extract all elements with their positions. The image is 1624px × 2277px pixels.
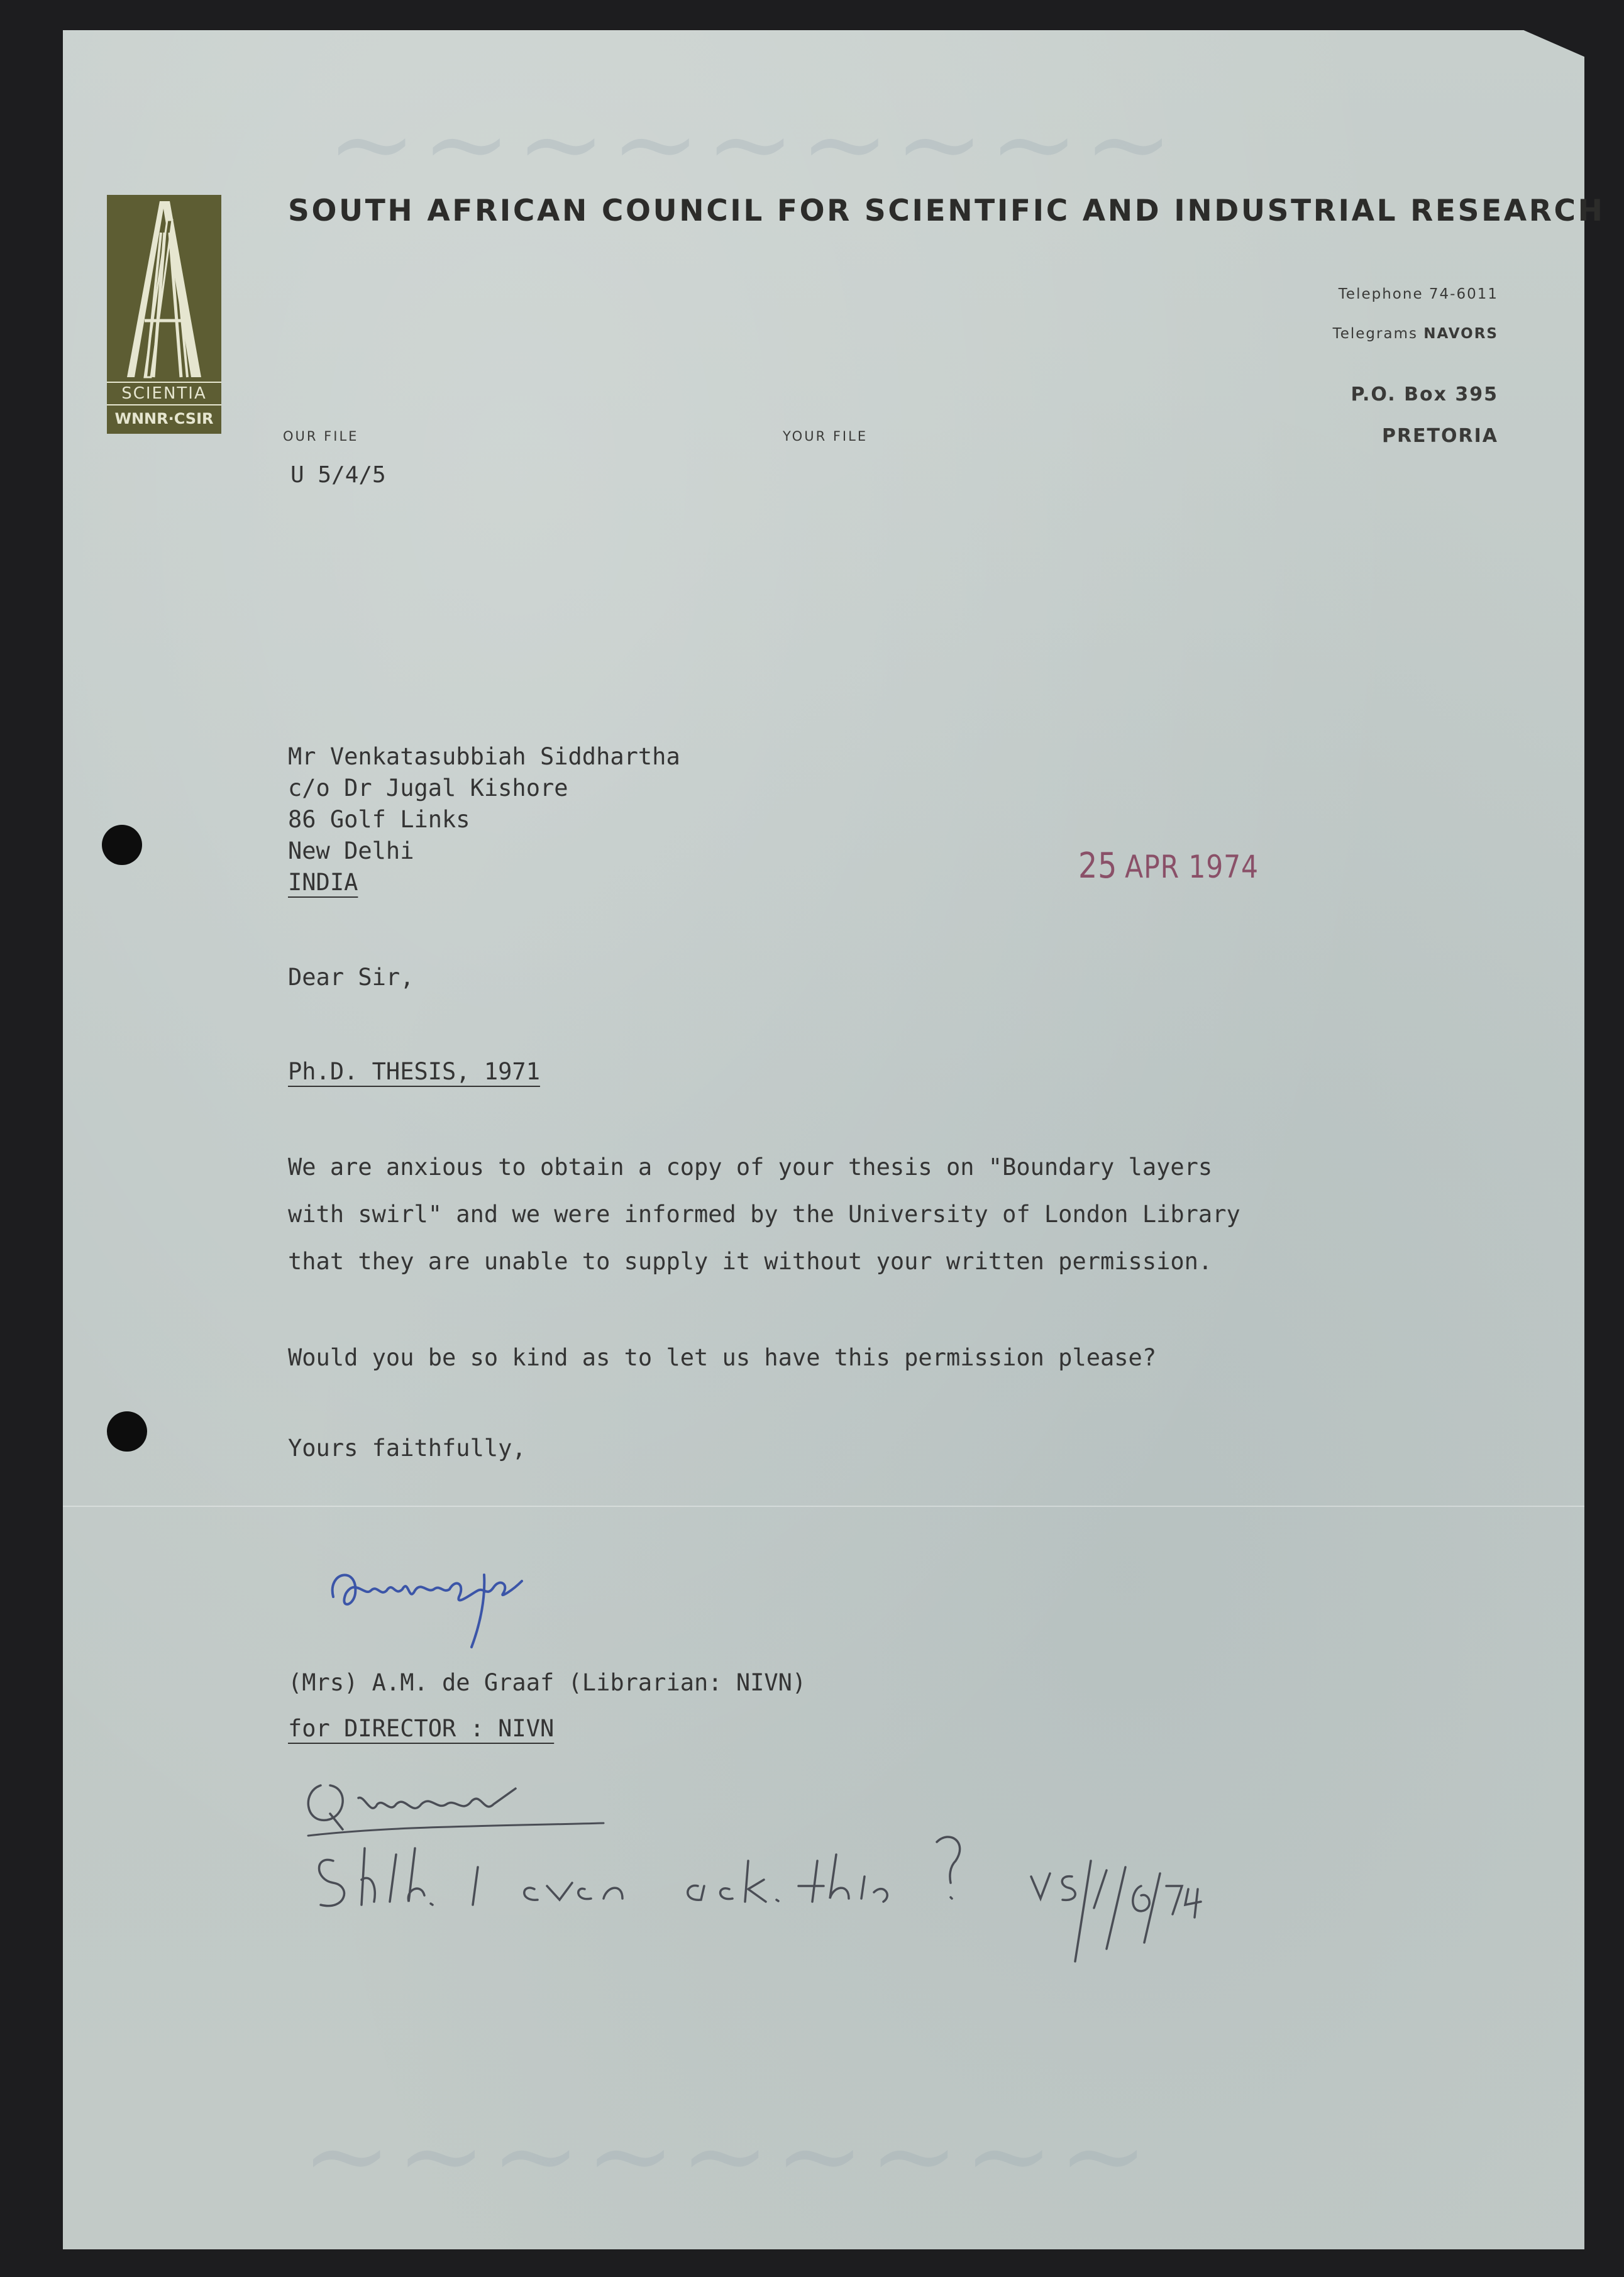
punch-hole-upper <box>102 825 142 865</box>
paragraph-2: Would you be so kind as to let us have this permission please? <box>288 1344 1157 1371</box>
signatory-name: (Mrs) A.M. de Graaf (Librarian: NIVN) <box>288 1669 807 1696</box>
recipient-line-2: c/o Dr Jugal Kishore <box>288 775 568 802</box>
handwritten-note <box>296 1760 1239 1987</box>
signatory-for: for DIRECTOR : NIVN <box>288 1715 555 1742</box>
telegrams-value: NAVORS <box>1423 326 1498 342</box>
organization-name: SOUTH AFRICAN COUNCIL FOR SCIENTIFIC AND INDUSTRIAL RESEARCH <box>288 194 1605 228</box>
our-file-label: OUR FILE <box>283 429 359 444</box>
subject-line: Ph.D. THESIS, 1971 <box>288 1058 540 1085</box>
bleed-through-text-top: ~~~~~~~~~ <box>327 82 1178 206</box>
paragraph-1-line-2: with swirl" and we were informed by the University of London Library <box>288 1201 1240 1228</box>
telegrams-label: Telegrams <box>1332 326 1424 342</box>
logo-abbreviation: WNNR·CSIR <box>114 410 214 427</box>
recipient-line-4: New Delhi <box>288 837 414 864</box>
fold-line <box>63 1506 1584 1507</box>
recipient-line-3: 86 Golf Links <box>288 806 470 833</box>
our-file-value: U 5/4/5 <box>290 462 386 488</box>
city: PRETORIA <box>1381 425 1498 447</box>
punch-hole-lower <box>107 1411 147 1452</box>
date-stamp <box>1078 846 1259 886</box>
scientia-a-icon <box>107 195 221 383</box>
po-box: P.O. Box 395 <box>1351 383 1498 405</box>
paragraph-1-line-1: We are anxious to obtain a copy of your thesis on "Boundary layers <box>288 1154 1213 1181</box>
recipient-line-1: Mr Venkatasubbiah Siddhartha <box>288 743 680 770</box>
stamp-month-year: APR 1974 <box>1125 849 1259 885</box>
telegrams <box>1333 326 1498 342</box>
your-file-label: YOUR FILE <box>783 429 868 444</box>
stamp-day: 25 <box>1078 846 1118 886</box>
bleed-through-text-bottom: ~~~~~~~~~ <box>302 2093 1153 2218</box>
recipient-line-5: INDIA <box>288 869 358 896</box>
telephone: Telephone 74-6011 <box>1338 286 1498 302</box>
closing: Yours faithfully, <box>288 1435 526 1462</box>
signature-scribble <box>321 1559 547 1653</box>
paragraph-1-line-3: that they are unable to supply it without your written permission. <box>288 1248 1213 1275</box>
salutation: Dear Sir, <box>288 964 414 991</box>
logo-word: SCIENTIA <box>107 382 221 405</box>
